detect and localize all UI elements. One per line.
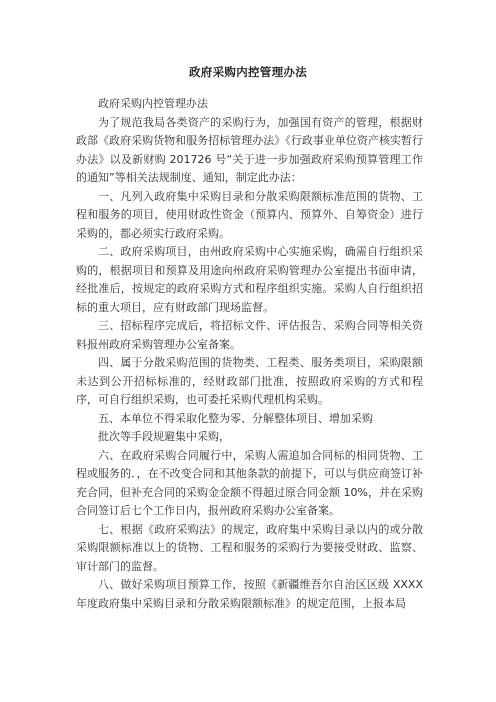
paragraph-article-5-cont: 批次等手段规避集中采购， — [98, 430, 230, 443]
paragraph-article-8: 八、做好采购项目预算工作，按照《新疆维吾尔自治区区级 XXXX 年度政府集中采购目录和分散采购限额标准》的规定范围，上报本局 — [76, 578, 423, 610]
paragraph-article-7: 七、根据《政府采购法》的规定，政府集中采购目录以内的或分散采购限额标准以上的货物、工程和服务的采购行为要接受财政、监察、审计部门的监督。 — [76, 522, 423, 573]
paragraph-article-4: 四、属于分散采购范围的货物类、工程类、服务类项目，采购限额未达到公开招标标准的，经财政部门批准，按照政府采购的方式和程序，可自行组织采购，也可委托采购代理机构采购。 — [76, 356, 423, 406]
paragraph-article-6: 六、在政府采购合同履行中，采购人需追加合同标的相同货物、工程或服务的．，在不改变合同和其他条款的前提下，可以与供应商签订补充合同，但补充合同的采购金金额不得超过原合同金额 10%，并在采购合同签订后七个工作日内，报州政府采购办公室备案。 — [76, 448, 423, 517]
paragraph-article-1: 一、凡列入政府集中采购目录和分散采购限额标准范围的货物、工程和服务的项目，使用财政性资金（预算内、预算外、自筹资金）进行采购的，都必须实行政府采购。 — [76, 189, 423, 240]
paragraph-subtitle: 政府采购内控管理办法 — [98, 97, 208, 110]
document-body — [76, 95, 423, 613]
document-title: 政府采购内控管理办法 — [189, 65, 307, 79]
paragraph-article-5: 五、本单位不得采取化整为零、分解整体项目、增加采购 — [98, 411, 373, 425]
paragraph-article-2: 二、政府采购项目，由州政府采购中心实施采购，确需自行组织采购的，根据项目和预算及用途向州政府采购管理办公室提出书面申请，经批准后，按规定的政府采购方式和程序组织实施。采购人自行组织招标的重大项目，应有财政部门现场监督。 — [76, 245, 423, 314]
paragraph-preamble: 为了规范我局各类资产的采购行为，加强国有资产的管理，根据财政部《政府采购货物和服务招标管理办法》《行政事业单位资产核实暂行办法》以及新财购 201726 号“关于进一步加强政府采购预算管理工作的通知”等相关法规制度、通知，制定此办法： — [76, 115, 423, 184]
paragraph-article-3: 三、招标程序完成后，将招标文件、评估报告、采购合同等相关资料报州政府采购管理办公室备案。 — [76, 319, 423, 351]
